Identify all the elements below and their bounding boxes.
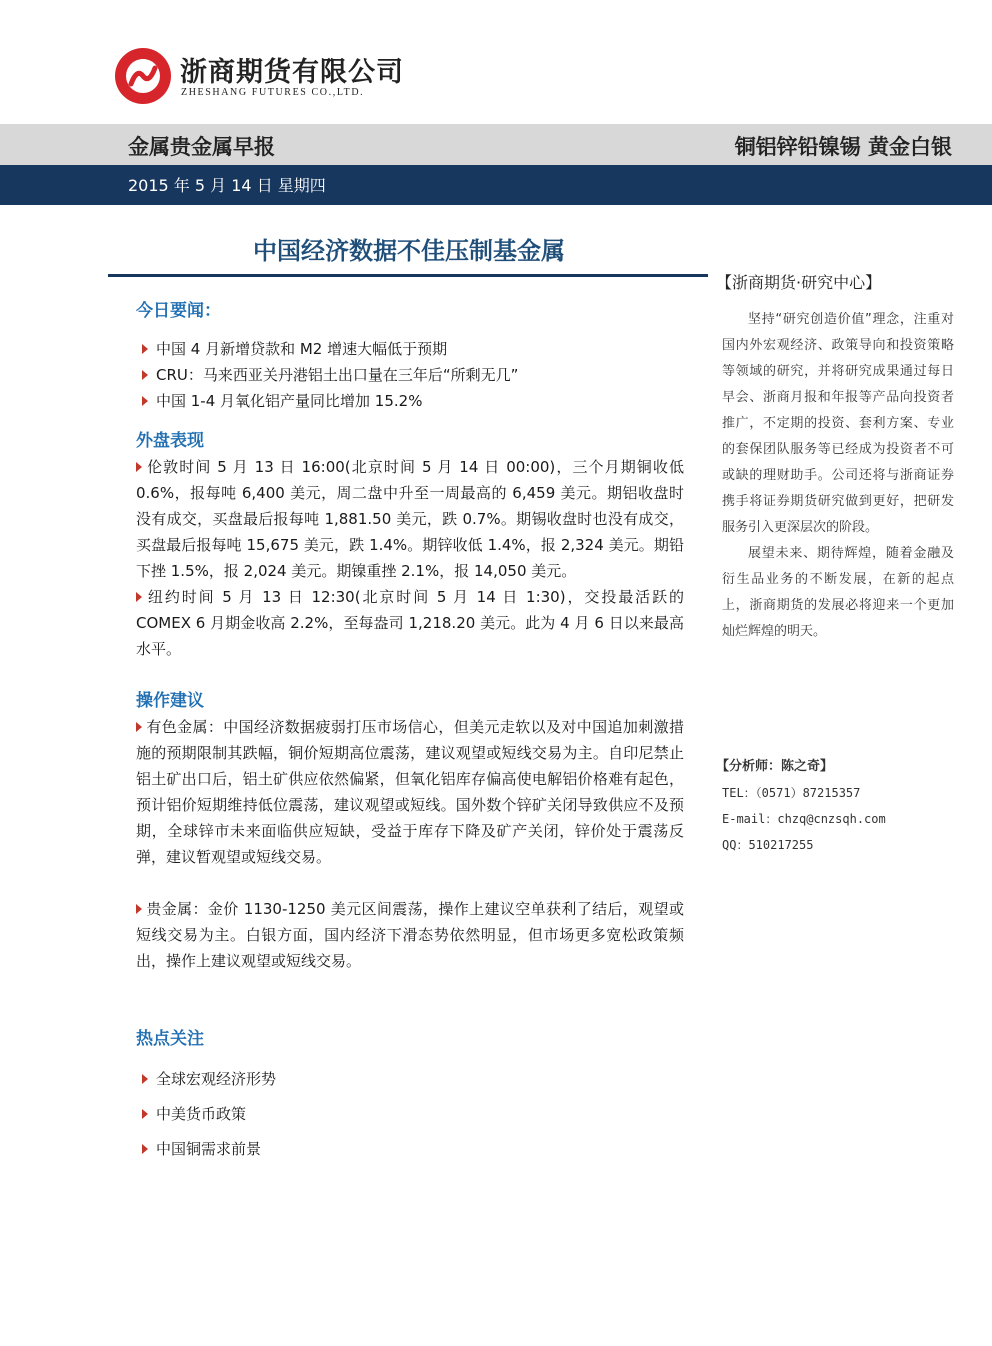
- section-heading-advice: 操作建议: [136, 691, 204, 711]
- bullet-arrow-icon: [142, 370, 148, 380]
- bullet-arrow-icon: [142, 344, 148, 354]
- list-item: 中国铜需求前景: [136, 1132, 684, 1167]
- sidebar: [716, 270, 954, 645]
- list-item: 中美货币政策: [136, 1097, 684, 1132]
- sidebar-paragraph: 坚持“研究创造价值”理念，注重对国内外宏观经济、政策导向和投资策略等领域的研究，并将研究成果通过每日早会、浙商月报和年报等产品向投资者推广，不定期的投资、套利方案、专业的套保团队服务等已经成为投资者不可或缺的理财助手。公司还将与浙商证券携手将证券期货研究做到更好，把研发服务引入更深层次的阶段。: [722, 312, 954, 535]
- paragraph: 贵金属：金价 1130-1250 美元区间震荡，操作上建议空单获利了结后，观望或短线交易为主。白银方面，国内经济下滑态势依然明显，但市场更多宽松政策频出，操作上建议观望或短线交易。: [136, 900, 684, 970]
- list-item: CRU：马来西亚关丹港铝土出口量在三年后“所剩无几”: [136, 362, 684, 388]
- analyst-tel: TEL：（0571）87215357: [722, 786, 861, 800]
- bullet-arrow-icon: [142, 396, 148, 406]
- bullet-arrow-icon: [136, 904, 142, 914]
- bullet-arrow-icon: [136, 722, 142, 732]
- metals-tag: 铜铝锌铅镍锡 黄金白银: [734, 135, 952, 159]
- bullet-arrow-icon: [136, 462, 142, 472]
- list-item: 全球宏观经济形势: [136, 1062, 684, 1097]
- list-item: 中国 4 月新增贷款和 M2 增速大幅低于预期: [136, 336, 684, 362]
- document-title: 中国经济数据不佳压制基金属: [253, 237, 565, 265]
- report-date: 2015 年 5 月 14 日 星期四: [128, 176, 326, 195]
- company-name-en: ZHESHANG FUTURES CO.,LTD.: [181, 87, 365, 98]
- analyst-label: 【分析师：陈之奇】: [716, 759, 834, 774]
- paragraph: 纽约时间 5 月 13 日 12:30(北京时间 5 月 14 日 1:30)，交投最活跃的 COMEX 6 月期金收高 2.2%，至每盎司 1,218.20 美元。此为 4 月 6 日以来最高水平。: [136, 588, 684, 658]
- section-heading-hot-topics: 热点关注: [136, 1029, 204, 1049]
- bullet-arrow-icon: [142, 1074, 148, 1084]
- list-item: 中国 1-4 月氧化铝产量同比增加 15.2%: [136, 388, 684, 414]
- bullet-arrow-icon: [136, 592, 142, 602]
- section-heading-external: 外盘表现: [136, 431, 204, 451]
- bullet-arrow-icon: [142, 1144, 148, 1154]
- analyst-contact: [716, 754, 954, 858]
- company-name-cn: 浙商期货有限公司: [180, 57, 404, 88]
- hot-topics-list: [136, 1062, 684, 1167]
- paragraph: 伦敦时间 5 月 13 日 16:00(北京时间 5 月 14 日 00:00)，三个月期铜收低 0.6%，报每吨 6,400 美元，周二盘中升至一周最高的 6,459 美元。期铝收盘时没有成交，买盘最后报每吨 1,881.50 美元，跌 0.7%。期锡收盘时也没有成交，买盘最后报每吨 15,675 美元，跌 1.4%。期锌收低 1.4%，报 2,324 美元。期铅下挫 1.5%，报 2,024 美元。期镍重挫 2.1%，报 14,050 美元。: [136, 458, 684, 580]
- paragraph: 有色金属：中国经济数据疲弱打压市场信心，但美元走软以及对中国追加刺激措施的预期限制其跌幅，铜价短期高位震荡，建议观望或短线交易为主。自印尼禁止铝土矿出口后，铝土矿供应依然偏紧，但氧化铝库存偏高使电解铝价格难有起色，预计铝价短期维持低位震荡，建议观望或短线。国外数个锌矿关闭导致供应不及预期，全球锌市未来面临供应短缺，受益于库存下降及矿产关闭，锌价处于震荡反弹，建议暂观望或短线交易。: [136, 718, 684, 866]
- main-column: [136, 298, 684, 1167]
- bullet-arrow-icon: [142, 1109, 148, 1119]
- report-name: 金属贵金属早报: [128, 135, 275, 159]
- analyst-email: E-mail：chzq@cnzsqh.com: [722, 812, 886, 826]
- analyst-qq: QQ：510217255: [722, 838, 814, 852]
- title-divider: [108, 274, 708, 277]
- section-heading-today-news: 今日要闻：: [136, 301, 221, 321]
- today-news-list: [136, 336, 684, 414]
- company-logo: [113, 46, 173, 106]
- sidebar-header: 【浙商期货·研究中心】: [716, 273, 882, 292]
- sidebar-paragraph: 展望未来、期待辉煌，随着金融及衍生品业务的不断发展，在新的起点上，浙商期货的发展必将迎来一个更加灿烂辉煌的明天。: [722, 546, 954, 639]
